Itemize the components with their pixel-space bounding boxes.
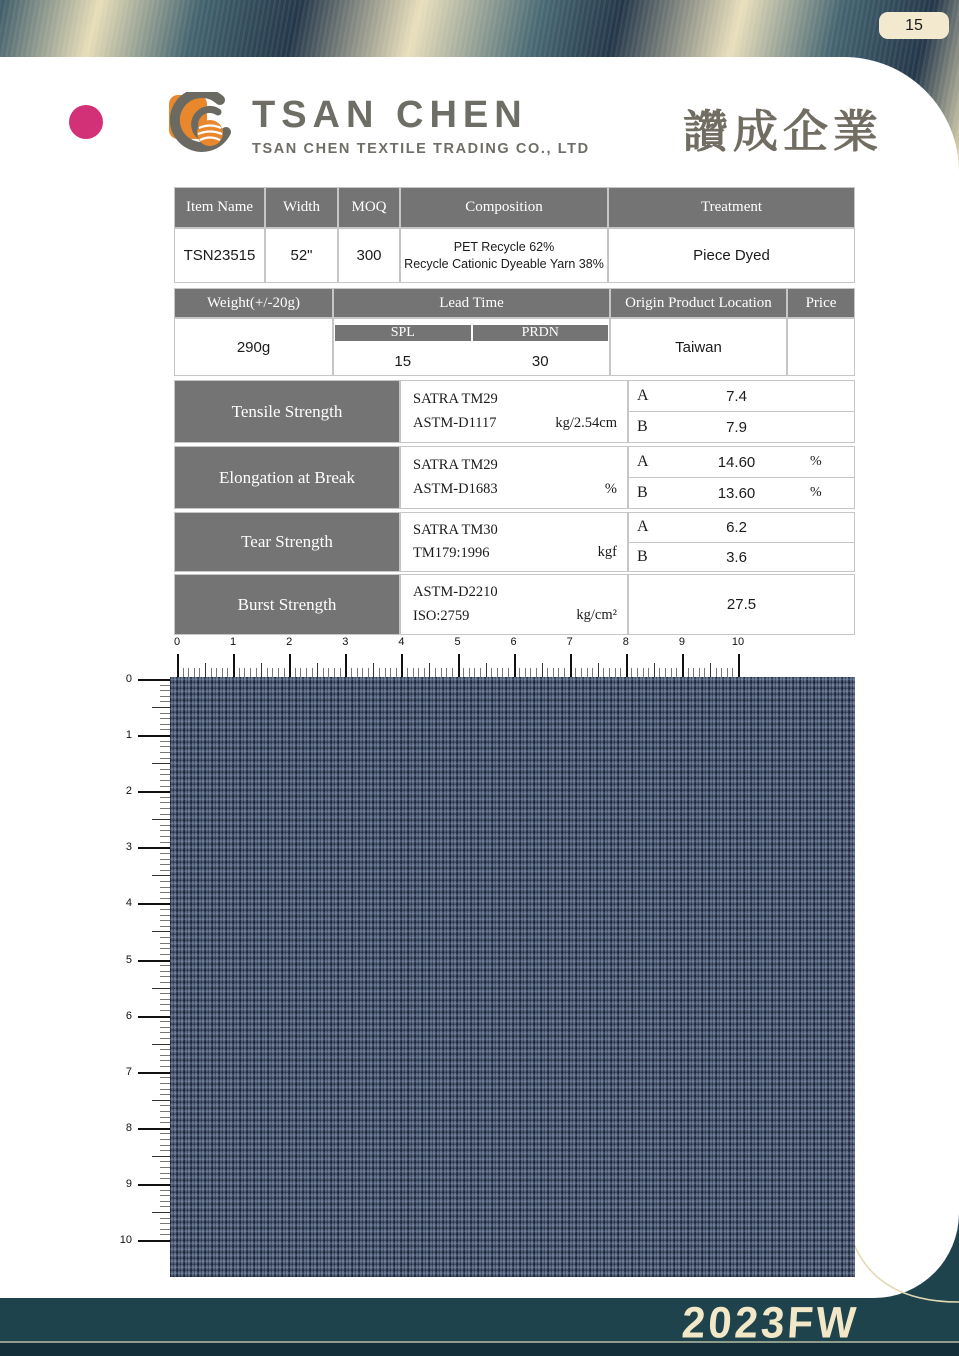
- test-unit: kg/2.54cm: [555, 414, 617, 431]
- ruler-tick: [682, 654, 684, 678]
- ruler-tick: [289, 654, 291, 678]
- ruler-label: 10: [119, 1234, 132, 1246]
- ruler-label: 7: [125, 1065, 132, 1078]
- company-logo-icon: [168, 92, 240, 156]
- ruler-tick: [570, 654, 572, 678]
- col-header-item-name: Item Name: [174, 187, 265, 228]
- brand-subtitle: TSAN CHEN TEXTILE TRADING CO., LTD: [252, 141, 590, 157]
- col-header-treatment: Treatment: [608, 187, 855, 228]
- ruler-tick: [205, 663, 206, 678]
- test-merged-value: 27.5: [726, 596, 757, 613]
- test-value-row: A 6.2: [629, 513, 854, 543]
- test-unit: kg/cm²: [576, 606, 617, 623]
- ruler-tick: [233, 654, 235, 678]
- moq-value: 300: [338, 228, 400, 283]
- ruler-label: 2: [125, 785, 132, 798]
- col-header-width: Width: [265, 187, 338, 228]
- brand-title: TSAN CHEN: [252, 94, 528, 136]
- spl-label: SPL: [334, 324, 472, 342]
- test-method-2: TM179:1996: [413, 545, 490, 562]
- test-method-1: SATRA TM30: [413, 522, 498, 538]
- test-row-elongation: Elongation at Break SATRA TM29 ASTM-D1683 % A 14.60 % B 13.60 %: [174, 446, 855, 509]
- ruler-tick: [542, 663, 543, 678]
- ruler-label: 0: [173, 636, 181, 648]
- ruler-label: 5: [125, 953, 132, 966]
- spl-value: 15: [334, 352, 472, 371]
- ruler-tick: [177, 654, 179, 678]
- test-method-2: ASTM-D1117: [413, 414, 497, 431]
- col-header-lead-time: Lead Time: [333, 288, 610, 318]
- horizontal-ruler: [174, 636, 754, 678]
- ruler-label: 4: [125, 897, 132, 910]
- vertical-ruler: [112, 672, 176, 1254]
- test-method-1: SATRA TM29: [413, 457, 498, 474]
- ruler-label: 1: [125, 729, 132, 742]
- ruler-label: 2: [286, 636, 293, 648]
- test-unit: kgf: [597, 544, 617, 561]
- ruler-tick: [373, 663, 374, 678]
- item-spec-table: [174, 187, 855, 283]
- ruler-label: 6: [125, 1009, 132, 1022]
- price-value: [787, 318, 855, 376]
- logistics-table: [174, 288, 855, 376]
- test-method-1: ASTM-D2210: [413, 584, 498, 601]
- ruler-label: 8: [622, 636, 629, 648]
- ruler-tick: [710, 663, 711, 678]
- prdn-value: 30: [472, 352, 610, 371]
- test-value-row: B 3.6: [637, 548, 747, 566]
- treatment-value: Piece Dyed: [608, 228, 855, 283]
- ruler-label: 5: [454, 636, 461, 648]
- test-row-tensile: Tensile Strength SATRA TM29 ASTM-D1117 kg/2.54cm A 7.4 B 7.9: [174, 380, 855, 443]
- ruler-tick: [345, 654, 347, 678]
- ruler-tick: [261, 663, 262, 678]
- col-header-moq: MOQ: [338, 187, 400, 228]
- season-logo: 2023FW: [680, 1297, 861, 1348]
- ruler-label: 3: [342, 636, 349, 648]
- ruler-label: 4: [398, 636, 405, 648]
- ruler-tick: [317, 663, 318, 678]
- test-method-2: ISO:2759: [413, 607, 470, 624]
- page-number-badge: [879, 12, 949, 39]
- ruler-tick: [654, 663, 655, 678]
- ruler-label: 9: [125, 1177, 132, 1190]
- test-value-row: B 13.60 %: [637, 484, 822, 502]
- test-method-2: ASTM-D1683: [413, 480, 498, 497]
- ruler-tick: [598, 663, 599, 678]
- ruler-label: 6: [510, 636, 517, 648]
- brand-header: [168, 92, 590, 157]
- prdn-label: PRDN: [472, 324, 610, 342]
- physical-tests-table: [174, 380, 855, 638]
- ruler-label: 9: [678, 636, 685, 648]
- col-header-price: Price: [787, 288, 855, 318]
- origin-value: Taiwan: [610, 318, 787, 376]
- width-value: 52": [265, 228, 338, 283]
- pink-dot-marker: [69, 105, 103, 139]
- ruler-tick: [458, 654, 460, 678]
- fabric-swatch-image: [170, 677, 855, 1277]
- test-row-burst: Burst Strength ASTM-D2210 ISO:2759 kg/cm² 27.5: [174, 574, 855, 635]
- page-number: 15: [905, 16, 923, 34]
- ruler-tick: [514, 654, 516, 678]
- weight-value: 290g: [174, 318, 333, 376]
- ruler-label: 0: [125, 673, 132, 685]
- ruler-label: 3: [125, 841, 132, 854]
- ruler-tick: [738, 654, 740, 678]
- col-header-weight: Weight(+/-20g): [174, 288, 333, 318]
- test-value-row: A 14.60 %: [629, 447, 854, 478]
- lead-time-breakdown: [333, 318, 610, 376]
- ruler-label: 1: [230, 636, 237, 648]
- ruler-tick: [401, 654, 403, 678]
- ruler-tick: [486, 663, 487, 678]
- ruler-tick: [429, 663, 430, 678]
- test-unit: %: [604, 480, 617, 497]
- col-header-origin: Origin Product Location: [610, 288, 787, 318]
- composition-value: PET Recycle 62% Recycle Cationic Dyeable Yarn 38%: [400, 228, 608, 283]
- ruler-tick: [626, 654, 628, 678]
- item-name-value: TSN23515: [174, 228, 265, 283]
- ruler-label: 10: [731, 636, 745, 648]
- ruler-label: 7: [566, 636, 573, 648]
- test-method-1: SATRA TM29: [413, 391, 498, 408]
- test-value-row: A 7.4: [629, 381, 854, 412]
- test-row-tear: Tear Strength SATRA TM30 TM179:1996 kgf A 6.2 B 3.6: [174, 512, 855, 571]
- brand-chinese-name: 讚成企業: [683, 107, 884, 157]
- ruler-label: 8: [125, 1121, 132, 1134]
- col-header-composition: Composition: [400, 187, 608, 228]
- test-value-row: B 7.9: [637, 418, 747, 436]
